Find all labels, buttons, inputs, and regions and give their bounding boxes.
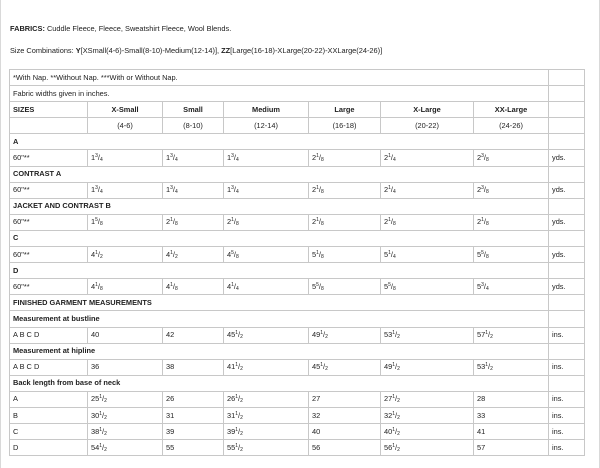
section-title-row (10, 134, 585, 150)
value-fraction: $^1/_2$ (392, 426, 400, 437)
unit-label: yds. (549, 214, 585, 230)
section-title-row (10, 198, 585, 214)
value-cell (474, 247, 549, 263)
value-fraction: $^1/_2$ (99, 394, 107, 405)
value-fraction: $^5/_8$ (316, 281, 324, 292)
empty-cell (549, 375, 585, 391)
value-fraction: $^1/_2$ (95, 249, 103, 260)
measurement-group-title: Measurement at bustline (10, 311, 549, 327)
size-name: Medium (224, 102, 309, 118)
value-cell (163, 279, 224, 295)
value-whole: 26 (227, 394, 236, 404)
value-whole: 4 (166, 281, 171, 291)
empty-cell (549, 230, 585, 246)
section-title-row (10, 230, 585, 246)
value-whole: 5 (384, 281, 389, 291)
section-title: JACKET AND CONTRAST B (10, 198, 549, 214)
value-fraction: $^1/_2$ (320, 362, 328, 373)
value-cell (381, 150, 474, 166)
value-fraction: $^1/_2$ (235, 362, 243, 373)
note-row (10, 70, 585, 86)
value-whole: 1 (91, 185, 96, 195)
size-range: (12-14) (224, 118, 309, 134)
value-cell (88, 359, 163, 375)
value-fraction: $^3/_4$ (170, 153, 178, 164)
value-cell (163, 407, 224, 423)
value-cell (309, 424, 381, 440)
value-fraction: $^5/_8$ (231, 249, 239, 260)
value-fraction: $^1/_2$ (235, 426, 243, 437)
value-fraction: $^1/_4$ (231, 281, 239, 292)
value-cell (309, 214, 381, 230)
value-whole: 33 (477, 410, 486, 420)
value-fraction: $^1/_8$ (170, 217, 178, 228)
value-cell (88, 214, 163, 230)
value-whole: 1 (166, 185, 171, 195)
empty-cell (10, 118, 88, 134)
finished-measurements-title: FINISHED GARMENT MEASUREMENTS (10, 295, 549, 311)
row-label: 60"** (10, 214, 88, 230)
size-range: (20-22) (381, 118, 474, 134)
value-whole: 2 (384, 185, 389, 195)
value-fraction: $^1/_4$ (388, 249, 396, 260)
value-whole: 2 (312, 217, 317, 227)
value-whole: 2 (312, 153, 317, 163)
value-cell (381, 359, 474, 375)
value-whole: 26 (166, 394, 175, 404)
section-title-row (10, 166, 585, 182)
section-title-row (10, 295, 585, 311)
value-fraction: $^3/_4$ (481, 281, 489, 292)
value-whole: 2 (312, 185, 317, 195)
value-cell (309, 182, 381, 198)
size-range-row (10, 118, 585, 134)
empty-cell (549, 295, 585, 311)
value-whole: 2 (166, 217, 171, 227)
value-whole: 42 (166, 330, 175, 340)
size-combo-y-text: [XSmall(4-6)-Small(8-10)-Medium(12-14)], (80, 46, 222, 55)
unit-label: ins. (549, 424, 585, 440)
value-fraction: $^5/_8$ (388, 281, 396, 292)
value-whole: 4 (227, 249, 232, 259)
value-fraction: $^1/_2$ (235, 394, 243, 405)
measurement-group-title: Measurement at hipline (10, 343, 549, 359)
value-cell (224, 182, 309, 198)
value-whole: 53 (477, 362, 486, 372)
size-combo-zz-label: ZZ (221, 46, 231, 55)
value-fraction: $^1/_2$ (392, 394, 400, 405)
value-cell (381, 182, 474, 198)
value-whole: 57 (477, 442, 486, 452)
value-cell (474, 407, 549, 423)
value-whole: 2 (384, 153, 389, 163)
value-fraction: $^1/_8$ (388, 217, 396, 228)
value-whole: 45 (227, 330, 236, 340)
value-fraction: $^1/_8$ (481, 217, 489, 228)
value-cell (224, 391, 309, 407)
row-label: A B C D (10, 359, 88, 375)
value-fraction: $^3/_4$ (231, 153, 239, 164)
value-whole: 32 (384, 410, 393, 420)
section-title-row (10, 343, 585, 359)
row-label: A B C D (10, 327, 88, 343)
value-cell (309, 247, 381, 263)
value-fraction: $^1/_4$ (388, 185, 396, 196)
value-whole: 27 (384, 394, 393, 404)
value-whole: 30 (91, 410, 100, 420)
yardage-table (9, 69, 585, 456)
value-cell (224, 359, 309, 375)
value-cell (224, 440, 309, 456)
value-fraction: $^1/_2$ (392, 362, 400, 373)
table-row (10, 407, 585, 423)
value-whole: 2 (384, 217, 389, 227)
size-combinations-prefix: Size Combinations: (10, 46, 76, 55)
section-title-row (10, 311, 585, 327)
value-whole: 4 (91, 249, 96, 259)
value-whole: 5 (384, 249, 389, 259)
table-row (10, 424, 585, 440)
unit-label: ins. (549, 391, 585, 407)
value-fraction: $^1/_2$ (235, 330, 243, 341)
unit-label: ins. (549, 359, 585, 375)
size-combo-y-label: Y (75, 46, 81, 55)
value-cell (163, 359, 224, 375)
size-name: XX-Large (474, 102, 549, 118)
value-cell (224, 327, 309, 343)
value-cell (224, 214, 309, 230)
value-whole: 2 (477, 217, 482, 227)
value-fraction: $^1/_2$ (99, 410, 107, 421)
row-label: B (10, 407, 88, 423)
value-whole: 2 (477, 185, 482, 195)
value-cell (88, 424, 163, 440)
value-cell (381, 214, 474, 230)
value-cell (88, 150, 163, 166)
value-whole: 40 (312, 426, 321, 436)
value-whole: 1 (91, 153, 96, 163)
value-cell (381, 407, 474, 423)
fabrics-label: FABRICS: (10, 24, 45, 33)
value-cell (309, 407, 381, 423)
table-row (10, 327, 585, 343)
value-whole: 1 (91, 217, 96, 227)
row-label: 60"** (10, 247, 88, 263)
size-header-row (10, 102, 585, 118)
value-cell (88, 182, 163, 198)
value-whole: 31 (227, 410, 236, 420)
unit-label: yds. (549, 150, 585, 166)
fabrics-line (10, 24, 231, 33)
value-whole: 1 (166, 153, 171, 163)
value-cell (474, 327, 549, 343)
section-title: A (10, 134, 549, 150)
value-whole: 4 (166, 249, 171, 259)
empty-cell (549, 86, 585, 102)
value-cell (309, 391, 381, 407)
value-whole: 56 (384, 442, 393, 452)
value-fraction: $^1/_8$ (231, 217, 239, 228)
unit-label: ins. (549, 327, 585, 343)
size-name: Large (309, 102, 381, 118)
value-cell (224, 279, 309, 295)
value-cell (163, 247, 224, 263)
value-cell (163, 440, 224, 456)
value-whole: 27 (312, 394, 321, 404)
size-combo-zz-text: [Large(16-18)-XLarge(20-22)-XXLarge(24-26)] (230, 46, 383, 55)
value-whole: 4 (227, 281, 232, 291)
value-whole: 40 (91, 330, 100, 340)
value-fraction: $^1/_4$ (388, 153, 396, 164)
value-fraction: $^3/_8$ (481, 185, 489, 196)
sizes-label: SIZES (10, 102, 88, 118)
nap-note: *With Nap. **Without Nap. ***With or Without Nap. (10, 70, 549, 86)
value-fraction: $^3/_8$ (481, 153, 489, 164)
empty-cell (549, 263, 585, 279)
size-name: X-Large (381, 102, 474, 118)
value-cell (163, 182, 224, 198)
value-whole: 2 (227, 217, 232, 227)
size-range: (8-10) (163, 118, 224, 134)
value-cell (163, 214, 224, 230)
fabrics-text: Cuddle Fleece, Fleece, Sweatshirt Fleece, Wool Blends. (44, 24, 232, 33)
value-cell (163, 391, 224, 407)
value-whole: 40 (384, 426, 393, 436)
row-label: 60"** (10, 182, 88, 198)
value-whole: 4 (91, 281, 96, 291)
value-whole: 5 (312, 281, 317, 291)
value-whole: 55 (166, 442, 175, 452)
value-whole: 45 (312, 362, 321, 372)
value-cell (224, 407, 309, 423)
value-whole: 55 (227, 442, 236, 452)
value-cell (163, 150, 224, 166)
size-range: (16-18) (309, 118, 381, 134)
section-title: C (10, 230, 549, 246)
empty-cell (549, 102, 585, 118)
empty-cell (549, 166, 585, 182)
section-title-row (10, 375, 585, 391)
value-fraction: $^1/_8$ (170, 281, 178, 292)
value-cell (224, 424, 309, 440)
unit-label: yds. (549, 182, 585, 198)
value-cell (309, 327, 381, 343)
value-cell (309, 150, 381, 166)
size-combinations-line (10, 46, 382, 55)
value-cell (474, 440, 549, 456)
value-whole: 5 (312, 249, 317, 259)
size-name: X-Small (88, 102, 163, 118)
measurement-group-title: Back length from base of neck (10, 375, 549, 391)
value-cell (224, 150, 309, 166)
value-cell (88, 407, 163, 423)
value-cell (381, 440, 474, 456)
value-fraction: $^1/_2$ (99, 442, 107, 453)
value-fraction: $^5/_8$ (481, 249, 489, 260)
value-cell (163, 327, 224, 343)
fabric-widths-note: Fabric widths given in inches. (10, 86, 549, 102)
table-row (10, 279, 585, 295)
value-whole: 28 (477, 394, 486, 404)
value-cell (88, 327, 163, 343)
table-row (10, 182, 585, 198)
value-cell (474, 182, 549, 198)
value-whole: 49 (312, 330, 321, 340)
empty-cell (549, 70, 585, 86)
value-cell (309, 440, 381, 456)
value-fraction: $^1/_2$ (392, 442, 400, 453)
value-cell (381, 424, 474, 440)
table-row (10, 247, 585, 263)
value-whole: 39 (227, 426, 236, 436)
value-cell (309, 279, 381, 295)
value-fraction: $^3/_4$ (170, 185, 178, 196)
value-fraction: $^1/_8$ (316, 217, 324, 228)
section-title: CONTRAST A (10, 166, 549, 182)
value-cell (88, 247, 163, 263)
empty-cell (549, 118, 585, 134)
row-label: A (10, 391, 88, 407)
value-whole: 53 (384, 330, 393, 340)
value-whole: 38 (91, 426, 100, 436)
value-cell (474, 150, 549, 166)
value-whole: 2 (477, 153, 482, 163)
value-fraction: $^3/_4$ (95, 185, 103, 196)
value-fraction: $^1/_2$ (320, 330, 328, 341)
value-cell (474, 391, 549, 407)
value-fraction: $^1/_2$ (392, 410, 400, 421)
value-fraction: $^3/_4$ (95, 153, 103, 164)
value-whole: 1 (227, 185, 232, 195)
table-row (10, 440, 585, 456)
unit-label: yds. (549, 279, 585, 295)
empty-cell (549, 343, 585, 359)
empty-cell (549, 198, 585, 214)
page-border-left (0, 0, 1, 468)
size-name: Small (163, 102, 224, 118)
value-whole: 41 (227, 362, 236, 372)
unit-label: ins. (549, 407, 585, 423)
row-label: 60"** (10, 279, 88, 295)
value-whole: 49 (384, 362, 393, 372)
value-whole: 32 (312, 410, 321, 420)
value-whole: 1 (227, 153, 232, 163)
value-whole: 31 (166, 410, 175, 420)
value-fraction: $^5/_8$ (95, 217, 103, 228)
value-fraction: $^1/_8$ (95, 281, 103, 292)
value-cell (474, 279, 549, 295)
unit-label: yds. (549, 247, 585, 263)
value-cell (88, 279, 163, 295)
table-row (10, 391, 585, 407)
value-fraction: $^1/_2$ (235, 410, 243, 421)
value-cell (163, 424, 224, 440)
value-cell (381, 327, 474, 343)
empty-cell (549, 311, 585, 327)
value-whole: 5 (477, 249, 482, 259)
table-row (10, 214, 585, 230)
row-label: C (10, 424, 88, 440)
value-cell (88, 440, 163, 456)
value-whole: 25 (91, 394, 100, 404)
value-fraction: $^1/_2$ (235, 442, 243, 453)
value-whole: 36 (91, 362, 100, 372)
value-fraction: $^1/_8$ (316, 249, 324, 260)
value-cell (381, 391, 474, 407)
value-whole: 39 (166, 426, 175, 436)
row-label: 60"** (10, 150, 88, 166)
value-fraction: $^1/_2$ (485, 330, 493, 341)
value-fraction: $^1/_2$ (99, 426, 107, 437)
value-whole: 41 (477, 426, 486, 436)
value-whole: 54 (91, 442, 100, 452)
value-whole: 57 (477, 330, 486, 340)
value-cell (474, 424, 549, 440)
value-whole: 5 (477, 281, 482, 291)
size-range: (24-26) (474, 118, 549, 134)
value-fraction: $^1/_2$ (485, 362, 493, 373)
value-fraction: $^3/_4$ (231, 185, 239, 196)
value-cell (474, 214, 549, 230)
value-cell (88, 391, 163, 407)
value-cell (381, 279, 474, 295)
unit-label: ins. (549, 440, 585, 456)
value-whole: 38 (166, 362, 175, 372)
size-range: (4-6) (88, 118, 163, 134)
row-label: D (10, 440, 88, 456)
empty-cell (549, 134, 585, 150)
value-fraction: $^1/_2$ (170, 249, 178, 260)
section-title: D (10, 263, 549, 279)
value-fraction: $^1/_8$ (316, 153, 324, 164)
value-fraction: $^1/_2$ (392, 330, 400, 341)
value-whole: 56 (312, 442, 321, 452)
table-row (10, 150, 585, 166)
value-cell (381, 247, 474, 263)
value-cell (474, 359, 549, 375)
table-row (10, 359, 585, 375)
value-cell (224, 247, 309, 263)
value-cell (309, 359, 381, 375)
value-fraction: $^1/_8$ (316, 185, 324, 196)
note-row (10, 86, 585, 102)
section-title-row (10, 263, 585, 279)
